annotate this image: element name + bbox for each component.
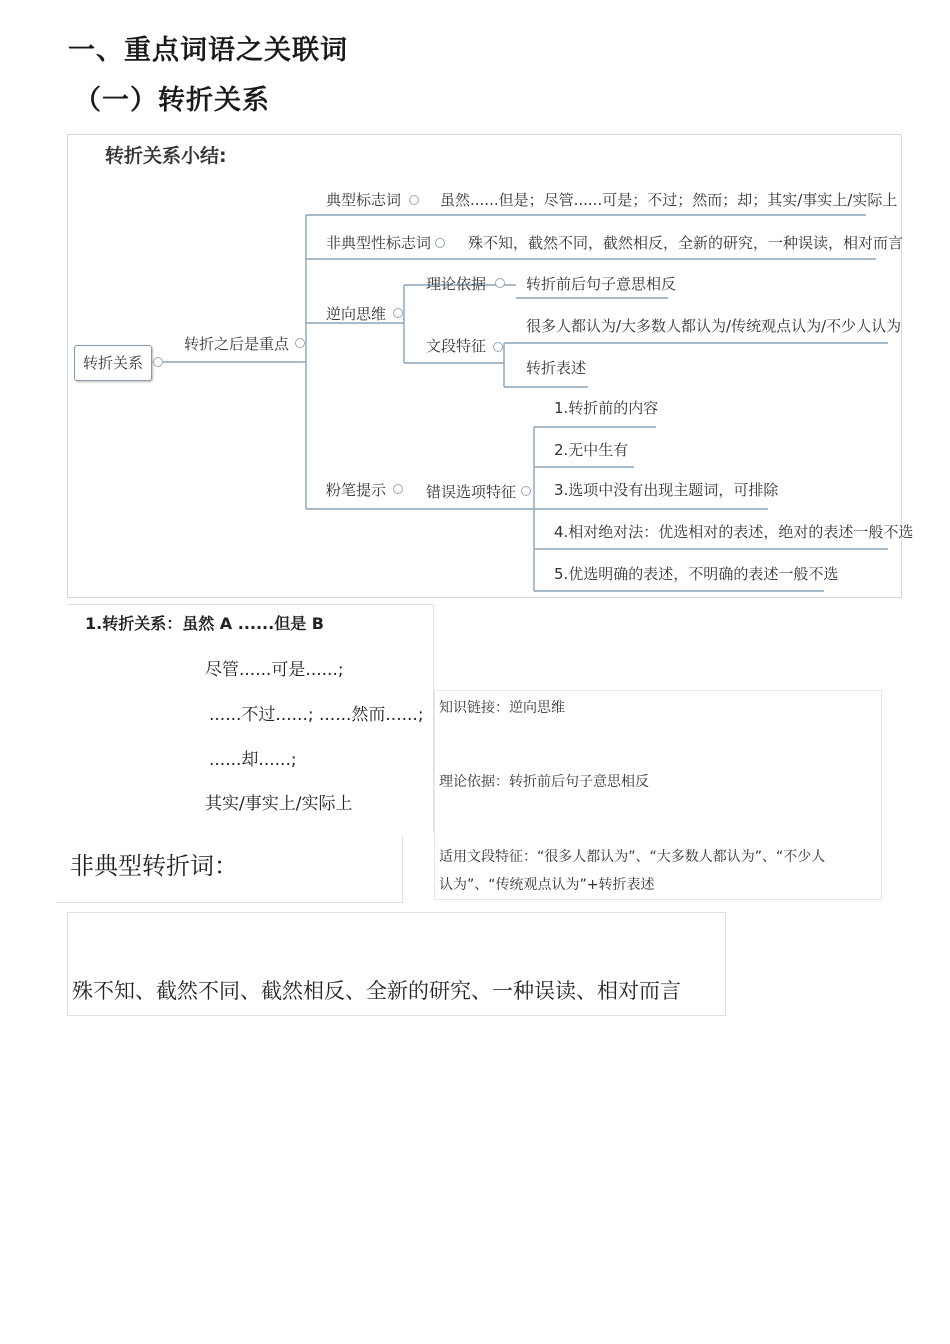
- atypical-heading-box: [56, 836, 403, 903]
- summary-line-1: 1.转折关系：虽然 A ......但是 B: [85, 614, 324, 633]
- summary-line-3: ......不过......; ......然而......;: [209, 705, 424, 725]
- atypical-heading: 非典型转折词：: [70, 852, 238, 880]
- node-atypical-label: 非典型性标志词: [326, 234, 432, 252]
- knowledge-link-line-4: 认为”、“传统观点认为”+转折表述: [439, 877, 655, 893]
- knowledge-link-line-2: 理论依据：转折前后句子意思相反: [439, 774, 649, 790]
- atypical-words-box: [67, 912, 726, 1016]
- mind-map-panel: [67, 134, 914, 598]
- node-typical-label: 典型标志词: [326, 191, 402, 209]
- knowledge-link-line-3: 适用文段特征：“很多人都认为”、“大多数人都认为”、“不少人: [439, 849, 826, 865]
- summary-line-4: ......却......;: [209, 750, 297, 770]
- node-wrong-option-label: 错误选项特征: [426, 483, 517, 501]
- node-typical-words: 虽然......但是；尽管......可是；不过；然而；却；其实/事实上/实际上: [440, 191, 898, 209]
- atypical-words-list: 殊不知、截然不同、截然相反、全新的研究、一种误读、相对而言: [72, 979, 681, 1003]
- summary-line-2: 尽管......可是......;: [205, 660, 344, 680]
- node-reverse-thinking: 逆向思维: [326, 305, 387, 323]
- mind-map-title: 转折关系小结:: [105, 145, 227, 167]
- summary-line-5: 其实/事实上/实际上: [205, 794, 353, 814]
- turn-relation-summary: [67, 604, 434, 833]
- node-chalk-tip: 粉笔提示: [326, 481, 387, 499]
- node-key-after-turn: 转折之后是重点: [184, 335, 290, 353]
- node-theory-label: 理论依据: [426, 275, 487, 293]
- node-feature-label: 文段特征: [426, 337, 487, 355]
- knowledge-link-box: [434, 690, 882, 900]
- node-wrong-item-5: 5.优选明确的表述，不明确的表述一般不选: [554, 565, 839, 583]
- subsection-heading: （一）转折关系: [74, 85, 270, 116]
- knowledge-link-line-1: 知识链接：逆向思维: [439, 700, 565, 716]
- mind-map-root-node: 转折关系: [74, 345, 152, 381]
- node-atypical-words: 殊不知，截然不同，截然相反，全新的研究，一种误读，相对而言: [468, 234, 904, 252]
- node-wrong-item-2: 2.无中生有: [554, 441, 629, 459]
- node-wrong-item-1: 1.转折前的内容: [554, 399, 659, 417]
- node-theory-text: 转折前后句子意思相反: [526, 275, 677, 293]
- section-heading: 一、重点词语之关联词: [68, 35, 348, 66]
- node-feature-text1: 很多人都认为/大多数人都认为/传统观点认为/不少人认为: [526, 317, 902, 335]
- node-wrong-item-3: 3.选项中没有出现主题词，可排除: [554, 481, 779, 499]
- node-wrong-item-4: 4.相对绝对法：优选相对的表述，绝对的表述一般不选: [554, 523, 914, 541]
- node-feature-text2: 转折表述: [526, 359, 587, 377]
